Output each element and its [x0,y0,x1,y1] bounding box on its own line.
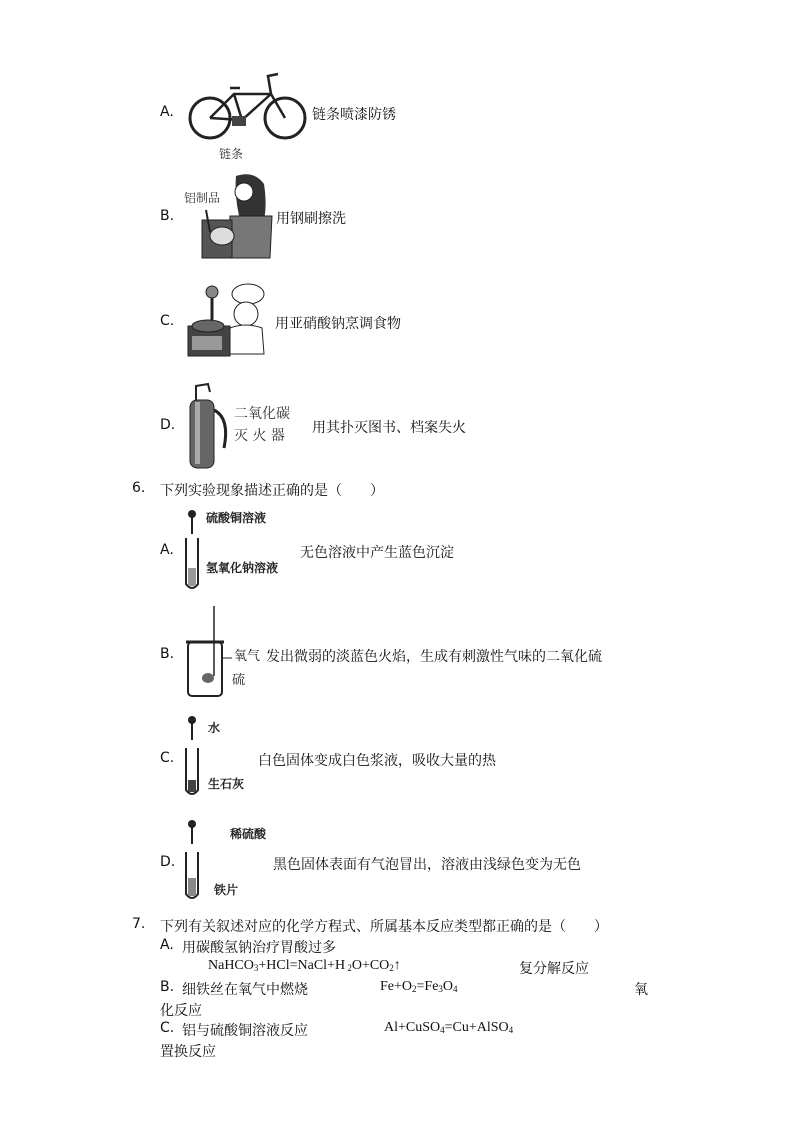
co2-extinguisher-figure [186,380,306,470]
q6-number: 6. [132,480,146,496]
q7-b-text: 细铁丝在氧气中燃烧 [182,982,308,998]
q7-a-text: 用碳酸氢钠治疗胃酸过多 [182,940,336,956]
bicycle-figure [186,66,310,162]
q7-b-letter: B. [160,979,175,995]
q7-c-type: 置换反应 [160,1044,216,1060]
q6-stem: 下列实验现象描述正确的是（ ） [160,483,384,499]
label-water: 水 [208,721,221,735]
option-b-letter: B. [160,208,175,224]
q6-option-a-text: 无色溶液中产生蓝色沉淀 [300,545,454,561]
option-b-text: 用钢刷擦洗 [276,211,346,227]
q7-a-letter: A. [160,937,174,953]
co2-caption-line2: 灭 火 器 [234,428,285,444]
cook-figure [186,282,270,362]
test-tube-dropper-figure-a [180,508,300,592]
q6-option-a-letter: A. [160,542,174,558]
option-a-letter: A. [160,104,174,120]
label-sulfur: 硫 [232,673,246,688]
q7-b-type-part1: 氧 [634,982,648,998]
oxygen-jar-figure [182,606,268,700]
q7-number: 7. [132,916,146,932]
q7-c-text: 铝与硫酸铜溶液反应 [182,1023,308,1039]
option-d-text: 用其扑灭图书、档案失火 [312,420,466,436]
q7-a-type: 复分解反应 [519,961,589,977]
q6-option-b-letter: B. [160,646,175,662]
test-tube-dropper-figure-c [180,714,260,798]
co2-caption-line1: 二氧化碳 [234,406,290,422]
chain-caption: 链条 [219,147,244,161]
q6-option-c-text: 白色固体变成白色浆液，吸收大量的热 [258,753,496,769]
label-iron-sheet: 铁片 [214,883,239,897]
label-oxygen: 氧气 [234,649,261,664]
option-c-text: 用亚硝酸钠烹调食物 [275,316,401,332]
label-copper-sulfate: 硫酸铜溶液 [206,511,267,525]
q6-option-d-letter: D. [160,854,176,870]
test-tube-dropper-figure-d [180,818,270,902]
girl-scrubbing-figure [184,170,276,262]
q6-option-c-letter: C. [160,750,175,766]
q7-a-equation: NaHCO$_3$+HCl=NaCl+H $_2O+CO_2↑$ [208,958,401,973]
option-a-text: 链条喷漆防锈 [312,107,396,123]
q6-option-d-text: 黑色固体表面有气泡冒出，溶液由浅绿色变为无色 [273,857,581,873]
label-sodium-hydroxide: 氢氧化钠溶液 [206,561,279,575]
q7-c-letter: C. [160,1020,175,1036]
q6-option-b-text: 发出微弱的淡蓝色火焰，生成有刺激性气味的二氧化硫 [266,649,602,665]
option-d-letter: D. [160,417,176,433]
label-quicklime: 生石灰 [208,777,245,791]
q7-b-equation: $Fe+O_2=Fe_3O_4$ [380,979,458,994]
aluminum-caption: 铝制品 [184,191,221,205]
q7-stem: 下列有关叙述对应的化学方程式、所属基本反应类型都正确的是（ ） [160,919,608,935]
label-dilute-sulfuric-acid: 稀硫酸 [230,827,267,841]
option-c-letter: C. [160,313,175,329]
q7-c-equation: Al+CuSO$_4$=Cu+AlSO$_4$ [384,1020,514,1035]
q7-b-type-part2: 化反应 [160,1003,202,1019]
